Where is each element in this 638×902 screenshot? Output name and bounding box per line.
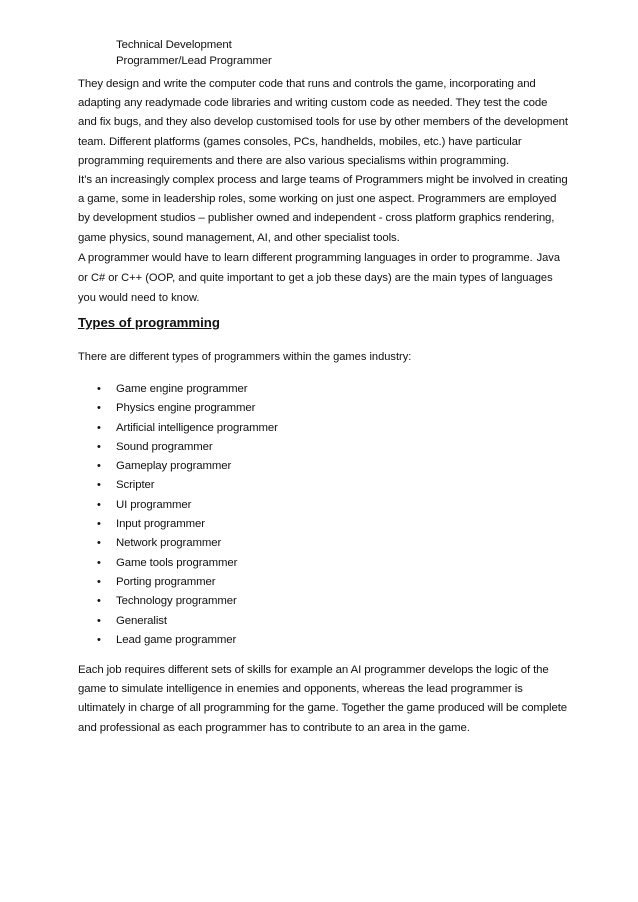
list-item-label: Scripter: [116, 479, 155, 492]
list-item: [78, 476, 278, 495]
bullet-icon: •: [97, 633, 101, 646]
list-item-label: Sound programmer: [116, 440, 213, 453]
paragraph-1: They design and write the computer code that runs and controls the game, incorporating and adapting any readymade code libraries and writing custom code as needed. They test the code and fix bugs, and they also develop customised tools for use by other members of the development team. Different platforms (games consoles, PCs, handhelds, mobiles, etc.) have particular programming requirements and there are also various specialisms within programming.: [78, 78, 568, 167]
paragraph-3-part-a: A programmer would have to learn different programming languages in order to programme.: [78, 252, 533, 264]
bullet-icon: •: [97, 595, 101, 608]
bullet-icon: •: [97, 402, 101, 415]
paragraph-3: [78, 248, 568, 309]
bullet-icon: •: [97, 614, 101, 627]
list-item-label: Physics engine programmer: [116, 402, 256, 415]
list-item: [78, 438, 278, 457]
list-item-label: Game tools programmer: [116, 556, 238, 569]
list-intro: There are different types of programmers within the games industry:: [78, 351, 412, 363]
list-item-label: Technology programmer: [116, 595, 237, 608]
bullet-icon: •: [97, 460, 101, 473]
bullet-icon: •: [97, 518, 101, 531]
list-item-label: Game engine programmer: [116, 383, 248, 395]
list-item: [78, 380, 278, 399]
bullet-icon: •: [97, 421, 101, 434]
bullet-icon: •: [97, 575, 101, 588]
programmer-type-list: [78, 380, 278, 650]
closing-paragraph: Each job requires different sets of skills for example an AI programmer develops the logic of the game to simulate intelligence in enemies and opponents, whereas the lead programmer is ultimately in charge of all programming for the game. Together the game produced will be complete and professional as each programmer has to contribute to an area in the game.: [78, 664, 568, 734]
list-item: [78, 496, 278, 515]
bullet-icon: •: [97, 556, 101, 569]
list-item-label: UI programmer: [116, 498, 192, 511]
list-item-label: Lead game programmer: [116, 633, 237, 646]
list-item: [78, 592, 278, 611]
paragraph-2: It’s an increasingly complex process and large teams of Programmers might be involved in creating a game, some in leadership roles, some working on just one aspect. Programmers are employed by development studios – publisher owned and independent - cross platform graphics rendering, game physics, sound management, AI, and other specialist tools.: [78, 174, 568, 244]
section-heading: Types of programming: [78, 315, 220, 330]
paragraph-3-part-b: Java or C# or C++ (OOP, and quite important to get a job these days) are the main types of languages you would need to know.: [78, 252, 560, 305]
list-item-label: Input programmer: [116, 518, 205, 531]
bullet-icon: •: [97, 479, 101, 492]
list-item: [78, 515, 278, 534]
list-item-label: Gameplay programmer: [116, 460, 232, 473]
bullet-icon: •: [97, 537, 101, 550]
bullet-icon: •: [97, 498, 101, 511]
list-item: [78, 612, 278, 631]
bullet-icon: •: [97, 383, 101, 395]
list-item: [78, 399, 278, 418]
header-line-1: Technical Development: [116, 39, 232, 51]
list-item-label: Porting programmer: [116, 575, 216, 588]
list-item: [78, 534, 278, 553]
list-item-label: Generalist: [116, 614, 167, 627]
list-item-label: Network programmer: [116, 537, 222, 550]
list-item-label: Artificial intelligence programmer: [116, 421, 278, 434]
list-item: [78, 419, 278, 438]
list-item: [78, 457, 278, 476]
header-line-2: Programmer/Lead Programmer: [116, 55, 272, 67]
bullet-icon: •: [97, 440, 101, 453]
list-item: [78, 631, 278, 650]
list-item: [78, 573, 278, 592]
list-item: [78, 554, 278, 573]
